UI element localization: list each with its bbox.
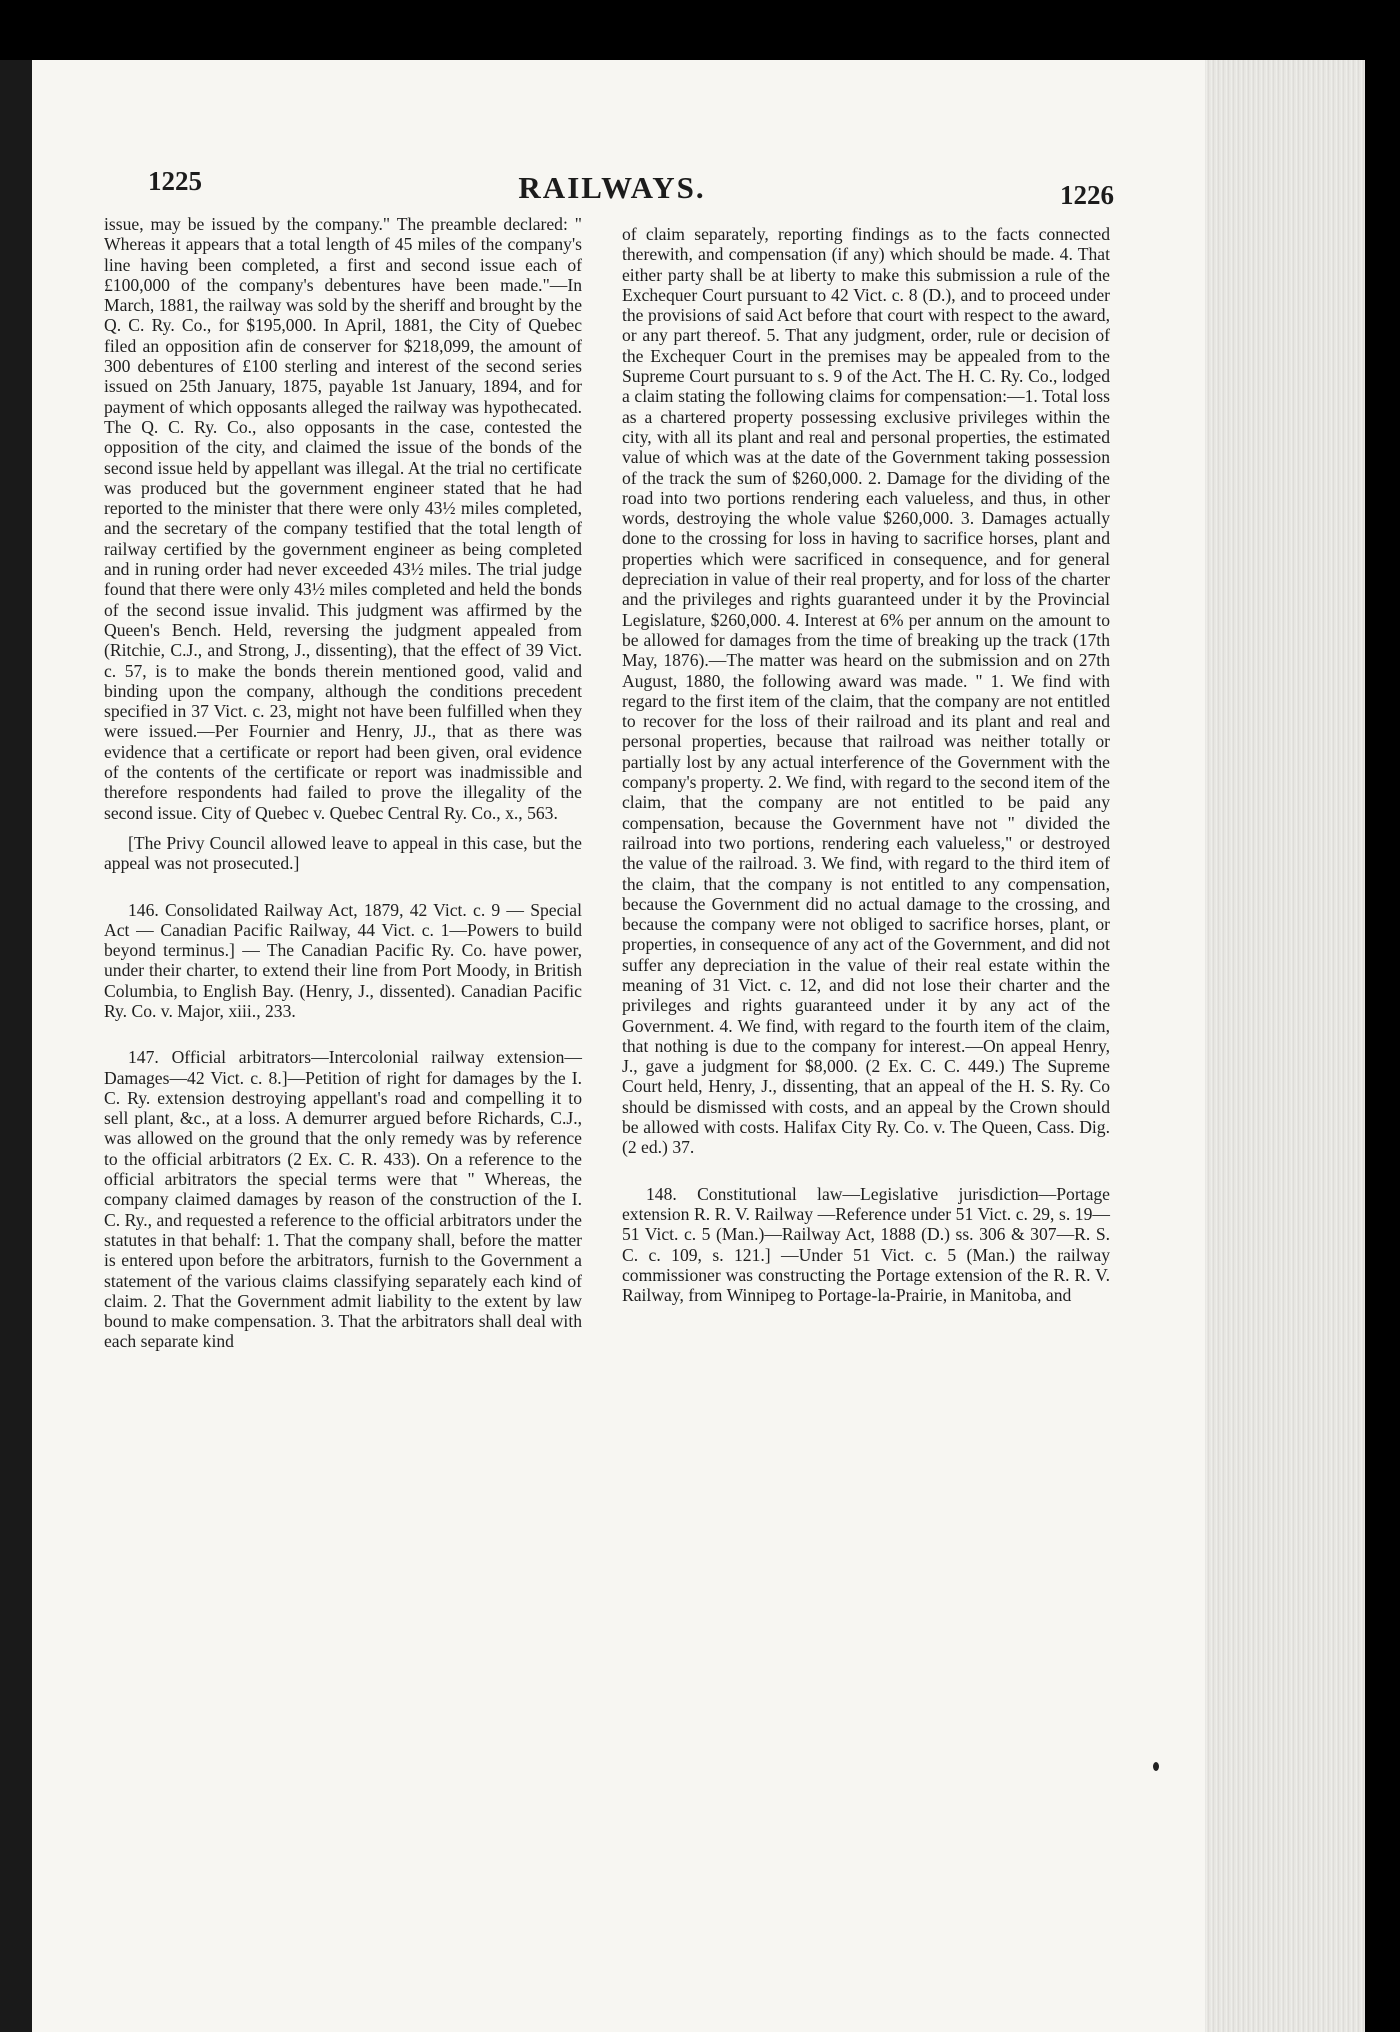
right-page-number: 1226 — [1060, 180, 1114, 210]
running-head: RAILWAYS. — [518, 170, 706, 205]
right-column — [622, 214, 1110, 1315]
privy-council-note: [The Privy Council allowed leave to appeal in this case, but the appeal was not prosecuted.] — [104, 832, 582, 874]
page-header — [112, 166, 1114, 210]
entry-148: 148. Constitutional law—Legislative jurisdiction—Portage extension R. R. V. Railway —Reference under 51 Vict. c. 29, s. 19— 51 Vict. c. 5 (Man.)—Railway Act, 1888 (D.) ss. 306 & 307—R. S. C. c. 109, s. 121.] —Under 51 Vict. c. 5 (Man.) the railway commissioner was constructing the Portage extension of the R. R. V. Railway, from Winnipeg to Portage-la-Prairie, in Manitoba, and — [622, 1183, 1110, 1306]
ink-mark — [1153, 1762, 1159, 1771]
left-paragraph-1: issue, may be issued by the company." The preamble declared: " Whereas it appears that a total length of 45 miles of the company's line having been completed, a first and second issue each of £100,000 of the company's debentures have been made."—In March, 1881, the railway was sold by the sheriff and brought by the Q. C. Ry. Co., for $195,000. In April, 1881, the City of Quebec filed an opposition afin de conserver for $218,099, the amount of 300 debentures of £100 sterling and interest of the second series issued on 25th January, 1875, payable 1st January, 1894, and for payment of which opposants alleged the railway was hypothecated. The Q. C. Ry. Co., also opposants in the case, contested the opposition of the city, and claimed the issue of the bonds of the second issue held by appellant was illegal. At the trial no certificate was produced but the government engineer stated that he had reported to the minister that there were only 43½ miles completed, and the secretary of the company testified that the total length of railway certified by the government engineer as being completed and in runing order had never exceeded 43½ miles. The trial judge found that there were only 43½ miles completed and held the bonds of the second issue invalid. This judgment was affirmed by the Queen's Bench. Held, reversing the judgment appealed from (Ritchie, C.J., and Strong, J., dissenting), that the effect of 39 Vict. c. 57, is to make the bonds therein mentioned good, valid and binding upon the company, although the conditions precedent specified in 37 Vict. c. 23, might not have been fulfilled when they were issued.—Per Fournier and Henry, JJ., that as there was evidence that a certificate or report had been given, oral evidence of the contents of the certificate or report was inadmissible and therefore respondents had failed to prove the illegality of the second issue. City of Quebec v. Quebec Central Ry. Co., x., 563. — [104, 214, 582, 823]
page-edges — [1205, 60, 1365, 2032]
entry-147: 147. Official arbitrators—Intercolonial railway extension—Damages—42 Vict. c. 8.]—Petition of right for damages by the I. C. Ry. extension destroying appellant's road and compelling it to sell plant, &c., at a loss. A demurrer argued before Richards, C.J., was allowed on the ground that the only remedy was by reference to the official arbitrators (2 Ex. C. R. 433). On a reference to the official arbitrators the special terms were that " Whereas, the company claimed damages by reason of the construction of the I. C. Ry., and requested a reference to the official arbitrators under the statutes in that behalf: 1. That the company shall, before the matter is entered upon before the arbitrators, furnish to the Government a statement of the various claims classifying separately each kind of claim. 2. That the Government admit liability to the extent by law bound to make compensation. 3. That the arbitrators shall deal with each separate kind — [104, 1047, 582, 1352]
left-column — [104, 214, 582, 1362]
left-page-number: 1225 — [148, 166, 202, 196]
right-paragraph-1: of claim separately, reporting findings as to the facts connected therewith, and compensation (if any) which should be made. 4. That either party shall be at liberty to make this submission a rule of the Exchequer Court pursuant to 42 Vict. c. 8 (D.), and to proceed under the provisions of said Act before that court with respect to the award, or any part thereof. 5. That any judgment, order, rule or decision of the Exchequer Court in the premises may be appealed from to the Supreme Court pursuant to s. 9 of the Act. The H. C. Ry. Co., lodged a claim stating the following claims for compensation:—1. Total loss as a chartered property possessing exclusive privileges within the city, with all its plant and real and personal properties, the estimated value of which was at the date of the Government taking possession of the track the sum of $260,000. 2. Damage for the dividing of the road into two portions rendering each valueless, and thus, in other words, destroying the whole value $260,000. 3. Damages actually done to the crossing for loss in having to sacrifice horses, plant and properties which were sacrificed in consequence, and for general depreciation in value of their real property, and for loss of the charter and the privileges and rights guaranteed under it by the Provincial Legislature, $260,000. 4. Interest at 6% per annum on the amount to be allowed for damages from the time of breaking up the track (17th May, 1876).—The matter was heard on the submission and on 27th August, 1880, the following award was made. " 1. We find with regard to the first item of the claim, that the company are not entitled to recover for the loss of their railroad and its plant and real and personal properties, because that railroad was neither totally or partially lost by any actual interference of the Government with the company's property. 2. We find, with regard to the second item of the claim, that the company are not entitled to be paid any compensation, because the Government have not " divided the railroad into two portions, rendering each valueless," or destroyed the value of the railroad. 3. We find, with regard to the third item of the claim, that the company is not entitled to any compensation, because the Government did no actual damage to the crossing, and because the company were not obliged to sacrifice horses, plant, or properties, in consequence of any act of the Government, and did not suffer any depreciation in the value of their real estate within the meaning of 31 Vict. c. 12, and did not lose their charter and the privileges and rights guaranteed under it by any act of the Government. 4. We find, with regard to the fourth item of the claim, that nothing is due to the company for interest.—On appeal Henry, J., gave a judgment for $8,000. (2 Ex. C. C. 449.) The Supreme Court held, Henry, J., dissenting, that an appeal of the H. S. Ry. Co should be dismissed with costs, and an appeal by the Crown should be allowed with costs. Halifax City Ry. Co. v. The Queen, Cass. Dig. (2 ed.) 37. — [622, 224, 1110, 1158]
book-spine — [0, 60, 32, 2032]
entry-146: 146. Consolidated Railway Act, 1879, 42 Vict. c. 9 — Special Act — Canadian Pacific Railway, 44 Vict. c. 1—Powers to build beyond terminus.] — The Canadian Pacific Ry. Co. have power, under their charter, to extend their line from Port Moody, in British Columbia, to English Bay. (Henry, J., dissented). Canadian Pacific Ry. Co. v. Major, xiii., 233. — [104, 899, 582, 1021]
